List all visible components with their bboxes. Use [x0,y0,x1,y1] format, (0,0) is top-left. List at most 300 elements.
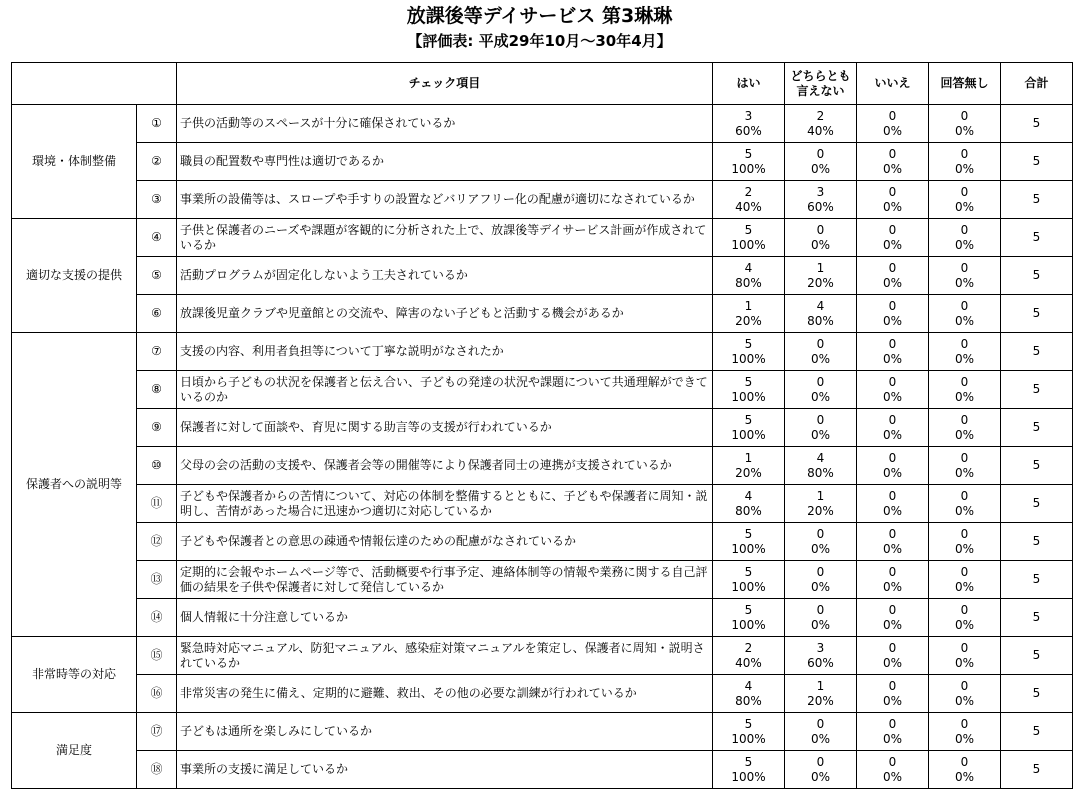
answer-noanswer-count: 0 [960,412,969,427]
question-text: 非常災害の発生に備え、定期的に避難、救出、その他の必要な訓練が行われているか [177,675,713,713]
answer-yes-count: 2 [744,184,753,199]
answer-neither-cell [785,561,857,599]
question-text: 個人情報に十分注意しているか [177,599,713,637]
header-blank-cell [12,63,177,105]
question-text: 子どもや保護者との意思の疎通や情報伝達のための配慮がなされているか [177,523,713,561]
answer-yes-cell [713,409,785,447]
answer-noanswer-cell [929,219,1001,257]
total-count: 5 [1001,143,1073,181]
answer-no-count: 0 [888,108,897,123]
answer-neither-cell [785,371,857,409]
answer-yes-cell [713,447,785,485]
answer-neither-percent: 40% [807,123,834,138]
answer-no-cell [857,751,929,789]
answer-neither-percent: 0% [810,351,831,366]
answer-no-cell [857,219,929,257]
answer-yes-percent: 20% [735,465,762,480]
answer-no-cell [857,447,929,485]
answer-yes-percent: 100% [731,427,766,442]
answer-no-count: 0 [888,298,897,313]
answer-noanswer-count: 0 [960,716,969,731]
answer-neither-count: 3 [816,184,825,199]
answer-yes-cell [713,143,785,181]
answer-yes-percent: 100% [731,237,766,252]
total-count: 5 [1001,675,1073,713]
question-number: ② [137,143,177,181]
answer-yes-cell [713,485,785,523]
answer-no-cell [857,105,929,143]
question-text: 支援の内容、利用者負担等について丁寧な説明がなされたか [177,333,713,371]
answer-neither-cell [785,257,857,295]
answer-yes-count: 4 [744,488,753,503]
answer-neither-count: 0 [816,602,825,617]
total-count: 5 [1001,523,1073,561]
question-number: ⑰ [137,713,177,751]
answer-neither-percent: 20% [807,503,834,518]
answer-yes-count: 5 [744,754,753,769]
answer-noanswer-cell [929,523,1001,561]
page-subtitle: 【評価表: 平成29年10月～30年4月】 [407,32,672,50]
answer-yes-percent: 40% [735,655,762,670]
question-number: ⑭ [137,599,177,637]
answer-yes-cell [713,371,785,409]
table-row [12,295,1073,333]
category-label: 環境・体制整備 [12,105,137,219]
answer-no-percent: 0% [882,199,903,214]
table-row [12,409,1073,447]
answer-yes-cell [713,181,785,219]
answer-noanswer-percent: 0% [954,731,975,746]
answer-neither-count: 0 [816,412,825,427]
answer-no-count: 0 [888,336,897,351]
answer-noanswer-percent: 0% [954,199,975,214]
answer-yes-percent: 40% [735,199,762,214]
answer-neither-cell [785,485,857,523]
answer-noanswer-percent: 0% [954,427,975,442]
answer-no-cell [857,371,929,409]
answer-noanswer-cell [929,371,1001,409]
table-row [12,143,1073,181]
answer-noanswer-percent: 0% [954,617,975,632]
answer-yes-count: 5 [744,336,753,351]
total-count: 5 [1001,371,1073,409]
header-item: チェック項目 [177,63,713,105]
answer-noanswer-cell [929,751,1001,789]
answer-yes-count: 1 [744,450,753,465]
answer-yes-count: 5 [744,412,753,427]
answer-no-percent: 0% [882,617,903,632]
answer-neither-percent: 0% [810,427,831,442]
answer-no-count: 0 [888,450,897,465]
answer-no-cell [857,409,929,447]
question-number: ⑩ [137,447,177,485]
question-number: ⑤ [137,257,177,295]
answer-no-count: 0 [888,184,897,199]
answer-neither-cell [785,295,857,333]
answer-neither-percent: 0% [810,237,831,252]
answer-yes-percent: 20% [735,313,762,328]
answer-neither-cell [785,523,857,561]
total-count: 5 [1001,181,1073,219]
answer-yes-count: 5 [744,716,753,731]
answer-noanswer-cell [929,409,1001,447]
question-number: ③ [137,181,177,219]
question-text: 子供の活動等のスペースが十分に確保されているか [177,105,713,143]
answer-noanswer-count: 0 [960,754,969,769]
answer-noanswer-count: 0 [960,298,969,313]
answer-yes-count: 5 [744,526,753,541]
question-number: ⑯ [137,675,177,713]
answer-no-percent: 0% [882,579,903,594]
answer-no-cell [857,485,929,523]
answer-neither-count: 0 [816,146,825,161]
answer-noanswer-count: 0 [960,488,969,503]
table-row [12,637,1073,675]
answer-neither-cell [785,637,857,675]
table-row [12,485,1073,523]
answer-no-percent: 0% [882,503,903,518]
page-title: 放課後等デイサービス 第3琳琳 [406,5,673,27]
answer-neither-percent: 80% [807,313,834,328]
answer-neither-cell [785,751,857,789]
answer-noanswer-percent: 0% [954,693,975,708]
question-text: 父母の会の活動の支援や、保護者会等の開催等により保護者同士の連携が支援されているか [177,447,713,485]
answer-neither-count: 1 [816,488,825,503]
answer-yes-percent: 100% [731,541,766,556]
table-row [12,257,1073,295]
answer-yes-percent: 80% [735,503,762,518]
answer-no-cell [857,333,929,371]
answer-neither-count: 1 [816,260,825,275]
answer-noanswer-count: 0 [960,640,969,655]
question-text: 保護者に対して面談や、育児に関する助言等の支援が行われているか [177,409,713,447]
answer-yes-percent: 100% [731,617,766,632]
answer-no-count: 0 [888,146,897,161]
answer-noanswer-count: 0 [960,526,969,541]
answer-neither-count: 0 [816,716,825,731]
answer-no-count: 0 [888,488,897,503]
answer-noanswer-count: 0 [960,450,969,465]
answer-yes-count: 3 [744,108,753,123]
answer-noanswer-cell [929,561,1001,599]
answer-neither-count: 2 [816,108,825,123]
question-number: ⑫ [137,523,177,561]
answer-neither-percent: 0% [810,541,831,556]
answer-no-percent: 0% [882,389,903,404]
answer-yes-cell [713,599,785,637]
answer-neither-percent: 0% [810,731,831,746]
answer-neither-count: 0 [816,374,825,389]
answer-noanswer-count: 0 [960,564,969,579]
answer-noanswer-percent: 0% [954,503,975,518]
answer-neither-cell [785,409,857,447]
answer-noanswer-percent: 0% [954,769,975,784]
question-number: ⑱ [137,751,177,789]
answer-no-cell [857,675,929,713]
answer-yes-percent: 100% [731,161,766,176]
answer-no-count: 0 [888,754,897,769]
answer-no-cell [857,713,929,751]
answer-yes-cell [713,675,785,713]
answer-neither-count: 0 [816,336,825,351]
answer-no-count: 0 [888,716,897,731]
total-count: 5 [1001,713,1073,751]
answer-no-percent: 0% [882,731,903,746]
total-count: 5 [1001,257,1073,295]
total-count: 5 [1001,751,1073,789]
answer-noanswer-count: 0 [960,222,969,237]
total-count: 5 [1001,105,1073,143]
answer-noanswer-cell [929,637,1001,675]
answer-yes-percent: 100% [731,731,766,746]
question-text: 子供と保護者のニーズや課題が客観的に分析された上で、放課後等デイサービス計画が作成されているか [177,219,713,257]
answer-yes-count: 2 [744,640,753,655]
answer-noanswer-percent: 0% [954,123,975,138]
answer-neither-percent: 0% [810,389,831,404]
total-count: 5 [1001,447,1073,485]
question-text: 緊急時対応マニュアル、防犯マニュアル、感染症対策マニュアルを策定し、保護者に周知・説明されているか [177,637,713,675]
category-label: 非常時等の対応 [12,637,137,713]
answer-yes-cell [713,219,785,257]
answer-yes-cell [713,561,785,599]
question-number: ⑧ [137,371,177,409]
answer-neither-cell [785,713,857,751]
answer-no-cell [857,295,929,333]
answer-no-cell [857,599,929,637]
answer-no-count: 0 [888,564,897,579]
answer-neither-count: 1 [816,678,825,693]
answer-no-count: 0 [888,640,897,655]
answer-noanswer-percent: 0% [954,389,975,404]
answer-neither-cell [785,333,857,371]
question-text: 子どもや保護者からの苦情について、対応の体制を整備するとともに、子どもや保護者に周知・説明し、苦情があった場合に迅速かつ適切に対応しているか [177,485,713,523]
answer-yes-percent: 100% [731,769,766,784]
answer-yes-percent: 100% [731,389,766,404]
answer-yes-percent: 80% [735,275,762,290]
category-label: 満足度 [12,713,137,789]
table-row [12,561,1073,599]
answer-neither-percent: 60% [807,655,834,670]
answer-neither-percent: 20% [807,275,834,290]
answer-neither-cell [785,143,857,181]
answer-neither-count: 4 [816,450,825,465]
question-number: ⑦ [137,333,177,371]
total-count: 5 [1001,333,1073,371]
answer-no-percent: 0% [882,427,903,442]
total-count: 5 [1001,599,1073,637]
answer-no-percent: 0% [882,693,903,708]
answer-neither-percent: 0% [810,617,831,632]
table-body [12,105,1073,789]
answer-neither-count: 0 [816,754,825,769]
question-text: 活動プログラムが固定化しないよう工夫されているか [177,257,713,295]
total-count: 5 [1001,409,1073,447]
answer-noanswer-cell [929,295,1001,333]
answer-neither-cell [785,181,857,219]
answer-noanswer-cell [929,105,1001,143]
answer-noanswer-percent: 0% [954,313,975,328]
total-count: 5 [1001,295,1073,333]
answer-no-percent: 0% [882,769,903,784]
answer-noanswer-count: 0 [960,146,969,161]
answer-no-cell [857,561,929,599]
header-neither: どちらとも言えない [785,63,857,105]
answer-noanswer-cell [929,333,1001,371]
answer-neither-percent: 60% [807,199,834,214]
question-number: ④ [137,219,177,257]
answer-yes-percent: 100% [731,351,766,366]
answer-noanswer-percent: 0% [954,655,975,670]
answer-yes-count: 1 [744,298,753,313]
total-count: 5 [1001,561,1073,599]
total-count: 5 [1001,637,1073,675]
answer-neither-percent: 0% [810,579,831,594]
question-number: ⑥ [137,295,177,333]
answer-yes-count: 4 [744,678,753,693]
answer-noanswer-percent: 0% [954,275,975,290]
answer-no-percent: 0% [882,161,903,176]
table-row [12,713,1073,751]
answer-neither-count: 4 [816,298,825,313]
question-text: 職員の配置数や専門性は適切であるか [177,143,713,181]
answer-noanswer-percent: 0% [954,465,975,480]
answer-yes-cell [713,295,785,333]
answer-yes-cell [713,523,785,561]
answer-no-cell [857,181,929,219]
answer-neither-percent: 80% [807,465,834,480]
answer-noanswer-count: 0 [960,184,969,199]
answer-no-percent: 0% [882,313,903,328]
answer-noanswer-count: 0 [960,678,969,693]
answer-no-percent: 0% [882,655,903,670]
answer-no-count: 0 [888,374,897,389]
question-number: ⑪ [137,485,177,523]
header-row [12,63,1073,105]
answer-no-cell [857,523,929,561]
answer-neither-cell [785,599,857,637]
answer-noanswer-percent: 0% [954,161,975,176]
answer-yes-percent: 80% [735,693,762,708]
answer-neither-count: 0 [816,564,825,579]
answer-no-count: 0 [888,678,897,693]
table-row [12,105,1073,143]
answer-no-percent: 0% [882,465,903,480]
answer-yes-cell [713,637,785,675]
table-row [12,599,1073,637]
answer-yes-count: 5 [744,374,753,389]
answer-noanswer-percent: 0% [954,237,975,252]
category-label: 適切な支援の提供 [12,219,137,333]
table-row [12,181,1073,219]
answer-neither-cell [785,447,857,485]
answer-yes-count: 5 [744,564,753,579]
answer-neither-count: 0 [816,222,825,237]
answer-yes-percent: 100% [731,579,766,594]
header-total: 合計 [1001,63,1073,105]
answer-neither-count: 3 [816,640,825,655]
answer-neither-cell [785,105,857,143]
answer-no-cell [857,637,929,675]
answer-noanswer-count: 0 [960,260,969,275]
answer-neither-percent: 0% [810,161,831,176]
total-count: 5 [1001,219,1073,257]
answer-yes-count: 5 [744,146,753,161]
answer-noanswer-cell [929,675,1001,713]
answer-no-cell [857,257,929,295]
answer-neither-percent: 20% [807,693,834,708]
answer-neither-percent: 0% [810,769,831,784]
table-row [12,523,1073,561]
question-text: 事業所の設備等は、スロープや手すりの設置などバリアフリー化の配慮が適切になされているか [177,181,713,219]
answer-noanswer-cell [929,181,1001,219]
answer-yes-cell [713,751,785,789]
question-text: 子どもは通所を楽しみにしているか [177,713,713,751]
table-row [12,333,1073,371]
table-row [12,371,1073,409]
header-no: いいえ [857,63,929,105]
answer-no-count: 0 [888,260,897,275]
answer-no-percent: 0% [882,541,903,556]
answer-noanswer-cell [929,713,1001,751]
total-count: 5 [1001,485,1073,523]
answer-no-percent: 0% [882,275,903,290]
answer-no-percent: 0% [882,237,903,252]
answer-noanswer-percent: 0% [954,541,975,556]
answer-noanswer-cell [929,447,1001,485]
answer-noanswer-count: 0 [960,374,969,389]
answer-neither-cell [785,219,857,257]
answer-yes-cell [713,713,785,751]
answer-no-percent: 0% [882,123,903,138]
header-yes: はい [713,63,785,105]
question-text: 放課後児童クラブや児童館との交流や、障害のない子どもと活動する機会があるか [177,295,713,333]
answer-no-count: 0 [888,222,897,237]
table-row [12,219,1073,257]
question-number: ⑮ [137,637,177,675]
answer-neither-cell [785,675,857,713]
question-number: ⑬ [137,561,177,599]
answer-noanswer-percent: 0% [954,579,975,594]
answer-yes-percent: 60% [735,123,762,138]
answer-no-count: 0 [888,602,897,617]
question-text: 事業所の支援に満足しているか [177,751,713,789]
answer-noanswer-cell [929,485,1001,523]
table-row [12,751,1073,789]
answer-neither-count: 0 [816,526,825,541]
question-text: 定期的に会報やホームページ等で、活動概要や行事予定、連絡体制等の情報や業務に関する自己評価の結果を子供や保護者に対して発信しているか [177,561,713,599]
answer-yes-cell [713,257,785,295]
table-row [12,447,1073,485]
question-number: ⑨ [137,409,177,447]
category-label: 保護者への説明等 [12,333,137,637]
answer-yes-count: 4 [744,260,753,275]
answer-no-percent: 0% [882,351,903,366]
answer-noanswer-count: 0 [960,108,969,123]
header-noanswer: 回答無し [929,63,1001,105]
answer-noanswer-count: 0 [960,602,969,617]
table-row [12,675,1073,713]
answer-yes-cell [713,333,785,371]
answer-noanswer-percent: 0% [954,351,975,366]
answer-noanswer-cell [929,143,1001,181]
answer-no-count: 0 [888,526,897,541]
answer-no-cell [857,143,929,181]
evaluation-table [11,62,1073,789]
answer-noanswer-cell [929,257,1001,295]
answer-no-count: 0 [888,412,897,427]
answer-noanswer-cell [929,599,1001,637]
answer-noanswer-count: 0 [960,336,969,351]
